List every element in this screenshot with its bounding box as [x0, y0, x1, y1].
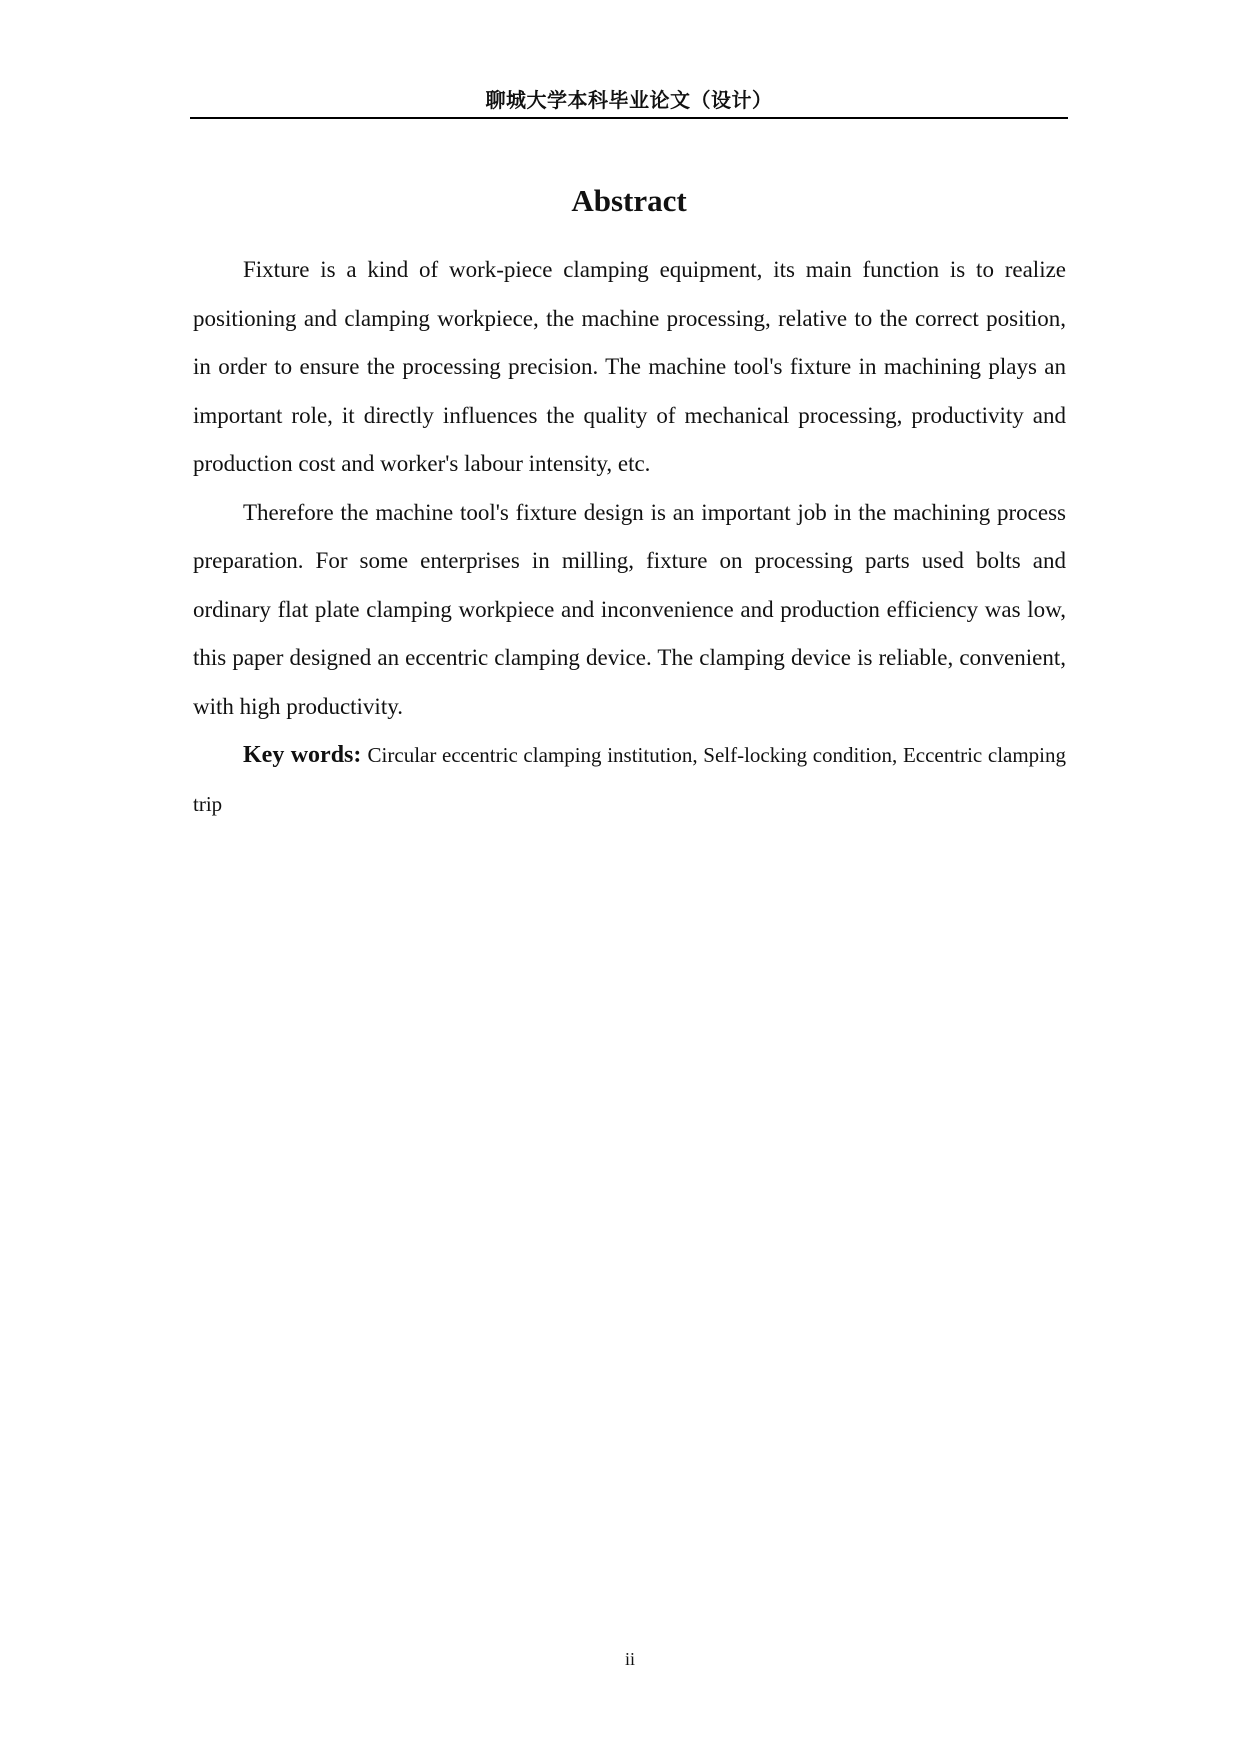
abstract-body	[193, 246, 1066, 828]
keywords-label: Key words:	[243, 742, 362, 768]
running-header-title: 聊城大学本科毕业论文（设计）	[485, 88, 773, 112]
keywords-line	[193, 731, 1066, 828]
abstract-title: Abstract	[571, 182, 687, 218]
abstract-paragraph-2: Therefore the machine tool's fixture design is an important job in the machining process preparation. For some enterprises in milling, fixture on processing parts used bolts and ordinary flat plate clamping workpiece and inconvenience and production efficiency was low, this paper designed an eccentric clamping device. The clamping device is reliable, convenient, with high productivity.	[193, 499, 1066, 719]
keywords-text: Circular eccentric clamping institution, Self-locking condition, Eccentric clamping trip	[193, 743, 1067, 816]
abstract-paragraph-1: Fixture is a kind of work-piece clamping equipment, its main function is to realize positioning and clamping workpiece, the machine processing, relative to the correct position, in order to ensure the processing precision. The machine tool's fixture in machining plays an important role, it directly influences the quality of mechanical processing, productivity and production cost and worker's labour intensity, etc.	[193, 257, 1066, 476]
page-number: ii	[624, 1649, 635, 1669]
header-rule	[190, 117, 1068, 119]
